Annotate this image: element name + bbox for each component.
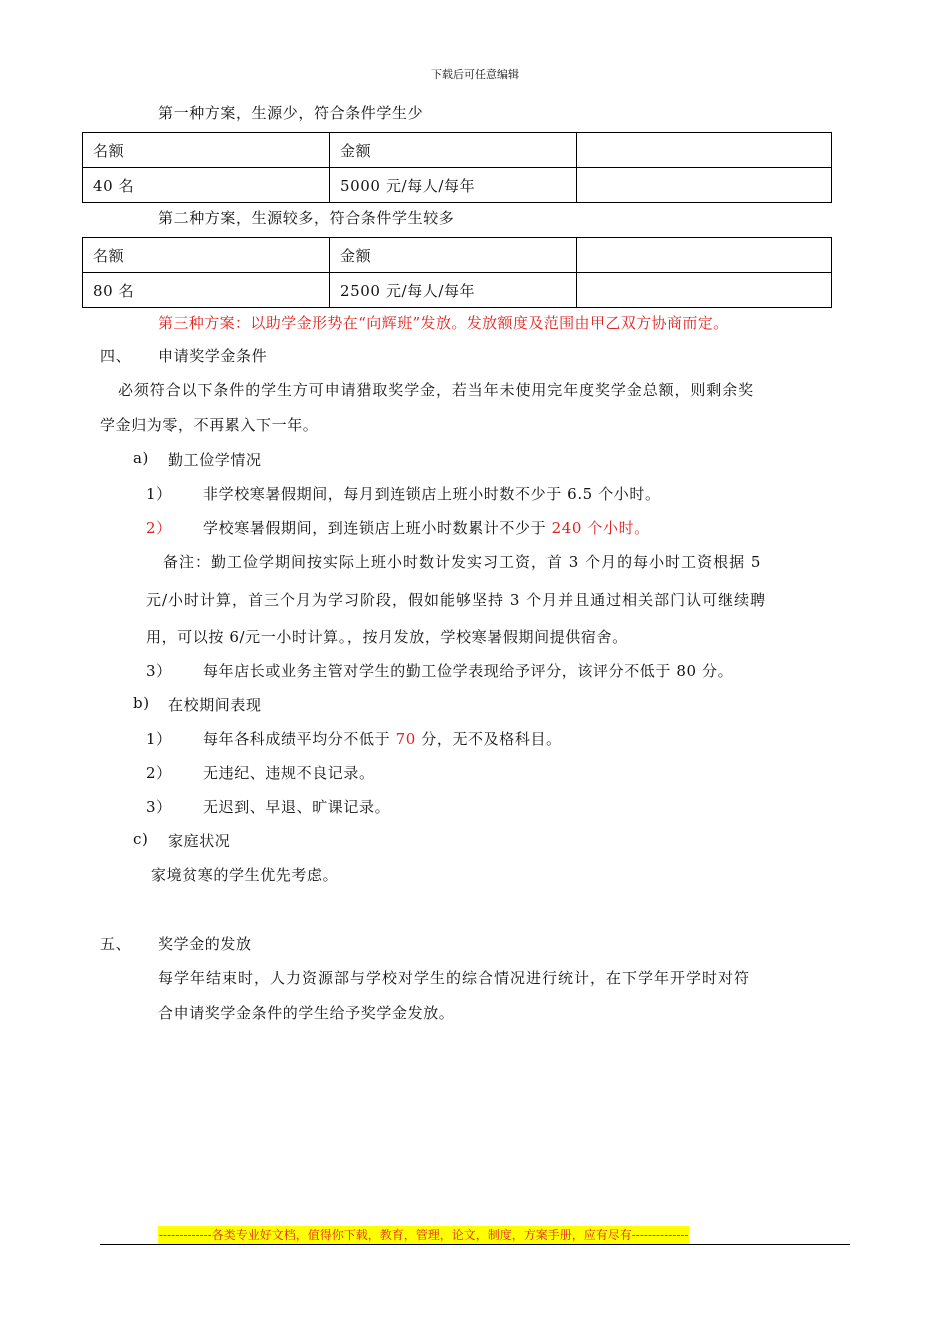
table-cell: 金额 [330, 238, 577, 273]
a-item1-number: 1） [146, 485, 172, 503]
table-row [83, 168, 832, 203]
b-item1-text-pre: 每年各科成绩平均分不低于 [203, 730, 396, 748]
b-item1-text [203, 728, 562, 749]
sub-b-label: b) [133, 694, 150, 712]
table-row [83, 133, 832, 168]
b-item2-number: 2） [146, 764, 172, 782]
section5-line1: 每学年结束时，人力资源部与学校对学生的综合情况进行统计，在下学年开学时对符 [158, 969, 751, 987]
plan2-table [82, 237, 832, 308]
table-cell: 名额 [83, 238, 330, 273]
b-item3-number: 3） [146, 798, 172, 816]
a-note-line1: 备注：勤工俭学期间按实际上班小时数计发实习工资，首 3 个月的每小时工资根据 5 [163, 553, 762, 571]
a-note-line3: 用，可以按 6/元一小时计算。，按月发放，学校寒暑假期间提供宿舍。 [146, 628, 628, 646]
b-item1-text-post: 分，无不及格科目。 [415, 730, 562, 748]
table-row [83, 238, 832, 273]
sub-a-title: 勤工俭学情况 [168, 451, 262, 469]
table-cell [577, 238, 832, 273]
plan2-title: 第二种方案，生源较多，符合条件学生较多 [158, 209, 455, 227]
a-note-line2: 元/小时计算，首三个月为学习阶段，假如能够坚持 3 个月并且通过相关部门认可继续聘 [146, 591, 767, 609]
a-item2-text-red: 240 个小时。 [551, 519, 650, 537]
a-item2-text-main: 学校寒暑假期间，到连锁店上班小时数累计不少于 [203, 519, 552, 537]
section5-title: 奖学金的发放 [158, 935, 252, 953]
plan3-text: 第三种方案：以助学金形势在“向辉班”发放。发放额度及范围由甲乙双方协商而定。 [158, 314, 729, 332]
table-cell: 金额 [330, 133, 577, 168]
section5-number: 五、 [100, 935, 132, 953]
sub-c-title: 家庭状况 [168, 832, 231, 850]
a-item1-text: 非学校寒暑假期间，每月到连锁店上班小时数不少于 6.5 个小时。 [203, 485, 661, 503]
b-item3-text: 无迟到、早退、旷课记录。 [203, 798, 391, 816]
table-cell [577, 133, 832, 168]
plan1-table [82, 132, 832, 203]
b-item1-number: 1） [146, 730, 172, 748]
table-cell [577, 273, 832, 308]
b-item2-text: 无违纪、违规不良记录。 [203, 764, 375, 782]
c-text: 家境贫寒的学生优先考虑。 [151, 866, 339, 884]
plan1-title: 第一种方案，生源少，符合条件学生少 [158, 104, 424, 122]
b-item1-score: 70 [395, 730, 416, 748]
section4-title: 申请奖学金条件 [158, 347, 268, 365]
a-item2-number: 2） [146, 519, 172, 537]
footer-banner: -------------各类专业好文档，值得你下载，教育，管理，论文，制度，方案手册，应有尽有-------------- [159, 1228, 689, 1242]
table-cell: 40 名 [83, 168, 330, 203]
section5-line2: 合申请奖学金条件的学生给予奖学金发放。 [158, 1004, 455, 1022]
section4-number: 四、 [100, 347, 132, 365]
table-cell: 2500 元/每人/每年 [330, 273, 577, 308]
table-cell: 5000 元/每人/每年 [330, 168, 577, 203]
a-item3-number: 3） [146, 662, 172, 680]
a-item2-text [203, 517, 650, 538]
section4-intro-line2: 学金归为零，不再累入下一年。 [100, 416, 319, 434]
table-row [83, 273, 832, 308]
sub-a-label: a) [133, 449, 149, 467]
page-header: 下载后可任意编辑 [431, 68, 519, 81]
footer-divider [100, 1244, 850, 1245]
section4-intro-line1: 必须符合以下条件的学生方可申请猎取奖学金，若当年未使用完年度奖学金总额，则剩余奖 [118, 381, 755, 399]
table-cell [577, 168, 832, 203]
sub-c-label: c) [133, 830, 149, 848]
a-item3-text: 每年店长或业务主管对学生的勤工俭学表现给予评分，该评分不低于 80 分。 [203, 662, 734, 680]
table-cell: 80 名 [83, 273, 330, 308]
sub-b-title: 在校期间表现 [168, 696, 262, 714]
table-cell: 名额 [83, 133, 330, 168]
